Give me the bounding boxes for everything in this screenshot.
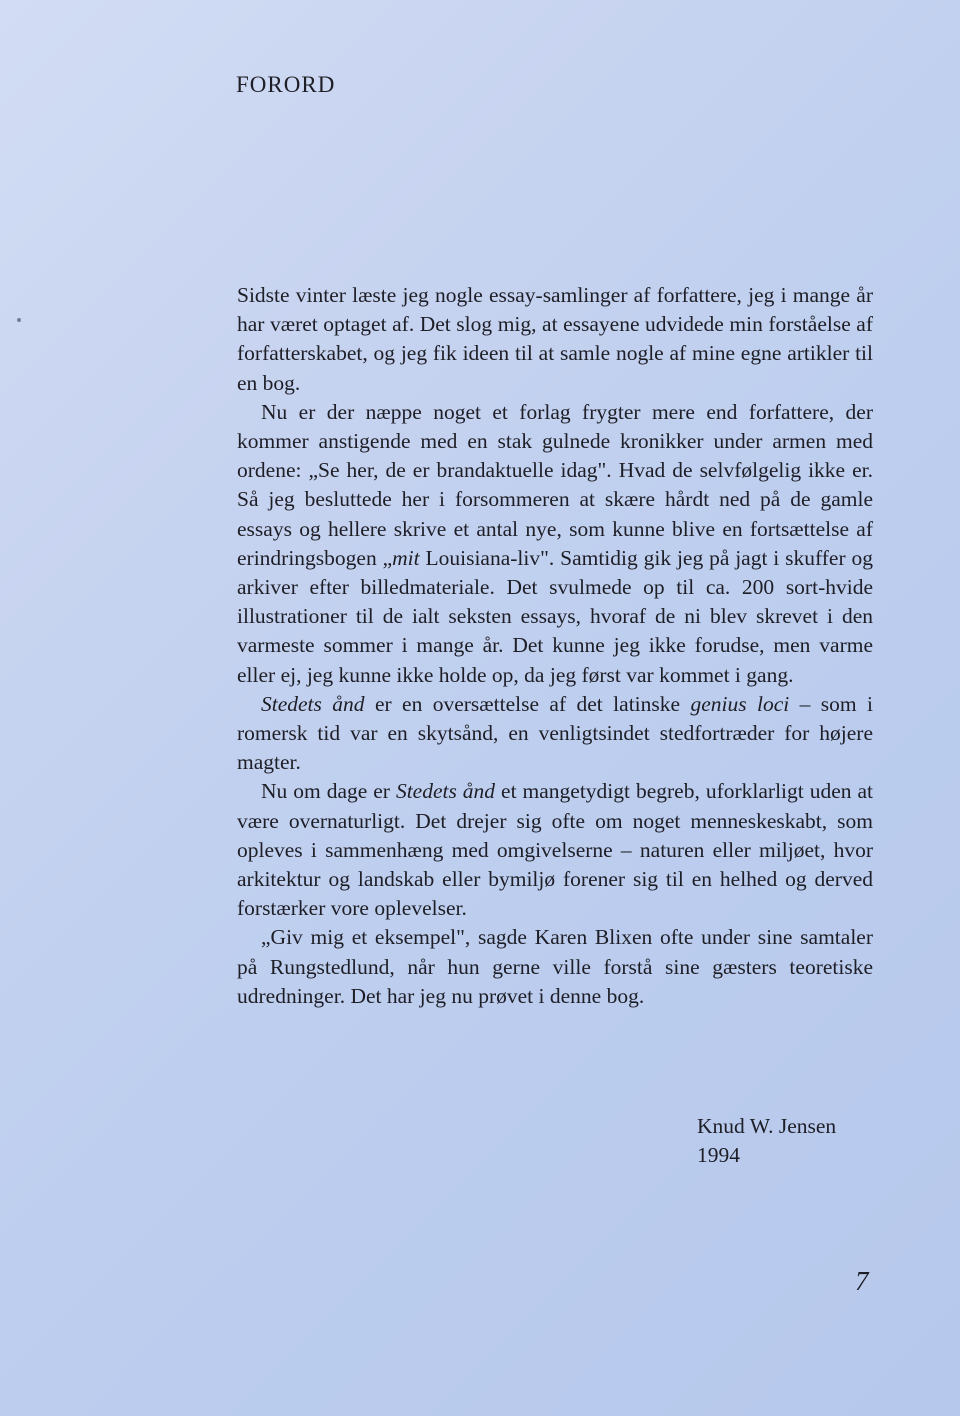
paragraph-3: [237, 690, 873, 778]
paragraph-text: „Giv mig et eksempel", sagde Karen Blixen ofte under sine samtaler på Rungstedlund, når hun gerne ville forstå sine gæsters teoretiske udredninger. Det har jeg nu prøvet i denne bog.: [237, 925, 873, 1008]
foreword-body: [237, 281, 873, 1011]
paragraph-text: er en oversættelse af det latinske: [364, 691, 691, 716]
page-number: 7: [855, 1266, 869, 1296]
paragraph-text: Nu om dage er: [261, 779, 396, 804]
paragraph-4: [237, 777, 873, 923]
paragraph-text: et mangetydigt begreb, uforklarligt uden at være overnaturligt. Det drejer sig ofte om noget menneskeskabt, som opleves i sammenhæng med omgivelserne – naturen eller miljøet, hvor arkitektur og landskab eller bymiljø forener sig til en helhed og derved forstærker vore oplevelser.: [237, 779, 873, 921]
paragraph-1: [237, 281, 873, 398]
signature-block: [697, 1112, 836, 1170]
author-name: Knud W. Jensen: [697, 1114, 837, 1138]
paragraph-2: [237, 398, 873, 690]
paragraph-text: Nu er der næppe noget et forlag frygter mere end forfattere, der kommer anstigende med en stak gulnede kronikker under armen med ordene: „Se her, de er brandaktuelle idag". Hvad de selvfølgelig ikke er. Så jeg besluttede her i forsommeren at skære hårdt ned på de gamle essays og hellere skrive et antal nye, som kunne blive en fortsættelse af erindringsbogen „: [237, 399, 873, 570]
page-heading: FORORD: [236, 72, 336, 97]
italic-title: mit: [392, 545, 420, 570]
margin-speck: [17, 318, 21, 322]
signature-year: 1994: [697, 1143, 740, 1167]
italic-term: Stedets ånd: [395, 779, 496, 804]
paragraph-text: Sidste vinter læste jeg nogle essay-samlinger af forfattere, jeg i mange år har været optaget af. Det slog mig, at essayene udvidede min forståelse af forfatterskabet, og jeg fik ideen til at samle nogle af mine egne artikler til en bog.: [237, 283, 873, 395]
italic-term: genius loci: [690, 691, 790, 716]
paragraph-5: [237, 923, 873, 1011]
italic-term: Stedets ånd: [261, 691, 365, 716]
paragraph-text: Louisiana-liv". Samtidig gik jeg på jagt i skuffer og arkiver efter billedmateriale. Det svulmede op til ca. 200 sort-hvide illustrationer til de ialt seksten essays, hvoraf de ni blev skrevet i den varmeste sommer i mange år. Det kunne jeg ikke forudse, men varme eller ej, jeg kunne ikke holde op, da jeg først var kommet i gang.: [237, 545, 873, 687]
paragraph-text: – som i romersk tid var en skytsånd, en venligtsindet stedfortræder for højere magter.: [237, 691, 873, 775]
